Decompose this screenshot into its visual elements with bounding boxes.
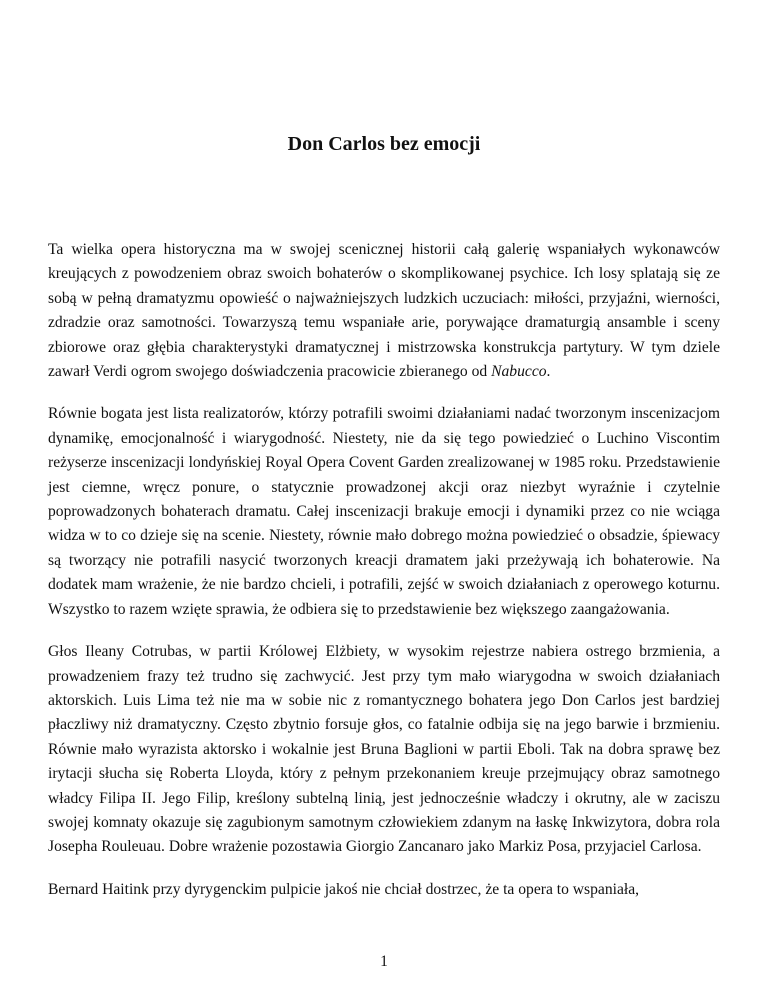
opera-title-nabucco: Nabucco	[491, 363, 547, 381]
paragraph-1	[48, 238, 720, 384]
page-title: Don Carlos bez emocji	[287, 133, 481, 155]
paragraph-2: Równie bogata jest lista realizatorów, którzy potrafili swoimi działaniami nadać tworzonym inscenizacjom dynamikę, emocjonalność i wiarygodność. Niestety, nie da się tego powiedzieć o Luchino Viscontim reżyserze inscenizacji londyńskiej Royal Opera Covent Garden zrealizowanej w 1985 roku. Przedstawienie jest ciemne, wręcz ponure, o statycznie prowadzonej akcji oraz niezbyt wyraźnie i czytelnie poprowadzonych bohaterach dramatu. Całej inscenizacji brakuje emocji i dynamiki przez co nie wciąga widza w to co dzieje się na scenie. Niestety, równie mało dobrego można powiedzieć o obsadzie, śpiewacy są tworzący nie potrafili nasycić tworzonych kreacji dramatem jaki przeżywają ich bohaterowie. Na dodatek mam wrażenie, że nie bardzo chcieli, i potrafili, zejść w swoich działaniach z operowego koturnu. Wszystko to razem wzięte sprawia, że odbiera się to przedstawienie bez większego zaangażowania.	[48, 405, 720, 618]
paragraph-3: Głos Ileany Cotrubas, w partii Królowej Elżbiety, w wysokim rejestrze nabiera ostrego brzmienia, a prowadzeniem frazy też trudno się zachwycić. Jest przy tym mało wiarygodna w swoich działaniach aktorskich. Luis Lima też nie ma w sobie nic z romantycznego bohatera jego Don Carlos jest bardziej płaczliwy niż dramatyczny. Często zbytnio forsuje głos, co fatalnie odbija się na jego barwie i brzmieniu. Równie mało wyrazista aktorsko i wokalnie jest Bruna Baglioni w partii Eboli. Tak na dobra sprawę bez irytacji słucha się Roberta Lloyda, który z pełnym przekonaniem kreuje przejmujący obraz samotnego władcy Filipa II. Jego Filip, kreślony subtelną linią, jest jednocześnie władczy i okrutny, ale w zaciszu swojej komnaty okazuje się zagubionym samotnym człowiekiem zdanym na łaskę Inkwizytora, dobra rola Josepha Rouleuau. Dobre wrażenie pozostawia Giorgio Zancanaro jako Markiz Posa, przyjaciel Carlosa.	[48, 643, 720, 856]
article-body	[48, 238, 720, 902]
page-number: 1	[380, 953, 388, 970]
paragraph-1-end: .	[546, 363, 551, 381]
paragraph-1-text: Ta wielka opera historyczna ma w swojej scenicznej historii całą galerię wspaniałych wykonawców kreujących z powodzeniem obraz swoich bohaterów o skomplikowanej psychice. Ich losy splatają się ze sobą w pełną dramatyzmu opowieść o najważniejszych ludzkich uczuciach: miłości, przyjaźni, wierności, zdradzie oraz samotności. Towarzyszą temu wspaniałe arie, porywające dramaturgią ansamble i sceny zbiorowe oraz głębia charakterystyki dramatycznej i mistrzowska konstrukcja partytury. W tym dziele zawarł Verdi ogrom swojego doświadczenia pracowicie zbieranego od	[48, 241, 720, 381]
paragraph-4: Bernard Haitink przy dyrygenckim pulpicie jakoś nie chciał dostrzec, że ta opera to wspaniała,	[48, 880, 640, 898]
